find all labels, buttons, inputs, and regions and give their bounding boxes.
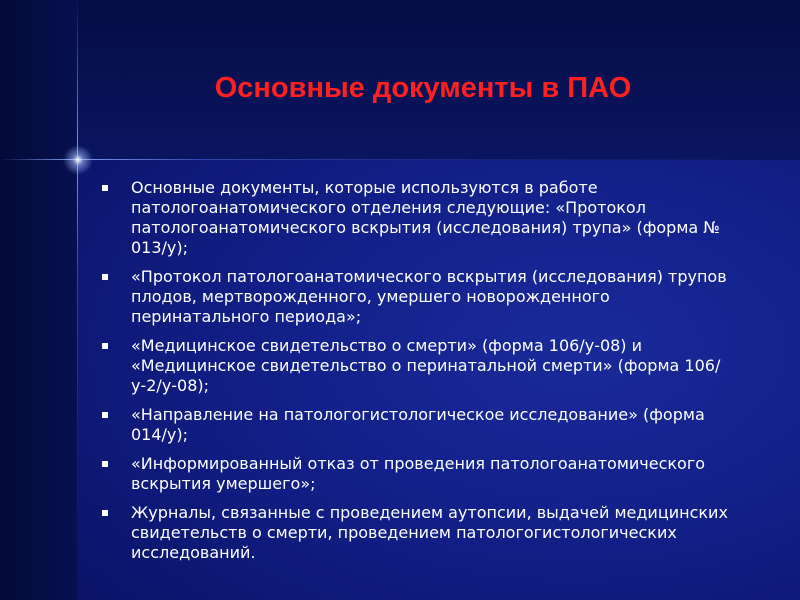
square-bullet-icon: [102, 274, 108, 280]
list-item-text: «Информированный отказ от проведения патологоанатомического вскрытия умершего»;: [131, 454, 706, 493]
list-item-text: «Медицинское свидетельство о смерти» (форма 106/у-08) и «Медицинское свидетельство о перинатальной смерти» (форма 106/у-2/у-08);: [131, 336, 721, 395]
list-item: [102, 267, 742, 327]
bullet-list: [102, 178, 742, 572]
slide-title: Основные документы в ПАО: [214, 72, 632, 104]
list-item-text: Журналы, связанные с проведением аутопсии, выдачей медицинских свидетельств о смерти, проведением патологогистологических исследований.: [131, 503, 728, 562]
left-decor-band: [0, 0, 78, 600]
square-bullet-icon: [102, 343, 108, 349]
square-bullet-icon: [102, 185, 108, 191]
sparkle-icon: [63, 145, 93, 175]
list-item-text: «Протокол патологоанатомического вскрытия (исследования) трупов плодов, мертворожденного, умершего новорожденного перинатального периода»;: [131, 267, 727, 326]
square-bullet-icon: [102, 461, 108, 467]
square-bullet-icon: [102, 412, 108, 418]
horizontal-glow-line: [0, 159, 800, 160]
list-item-text: Основные документы, которые используются в работе патологоанатомического отделения следующие: «Протокол патологоанатомического вскрытия (исследования) трупа» (форма № 013/у);: [131, 178, 720, 257]
list-item: [102, 405, 742, 445]
list-item: [102, 336, 742, 396]
list-item-text: «Направление на патологогистологическое исследование» (форма 014/у);: [131, 405, 705, 444]
list-item: [102, 503, 742, 563]
list-item: [102, 454, 742, 494]
list-item: [102, 178, 742, 258]
square-bullet-icon: [102, 510, 108, 516]
